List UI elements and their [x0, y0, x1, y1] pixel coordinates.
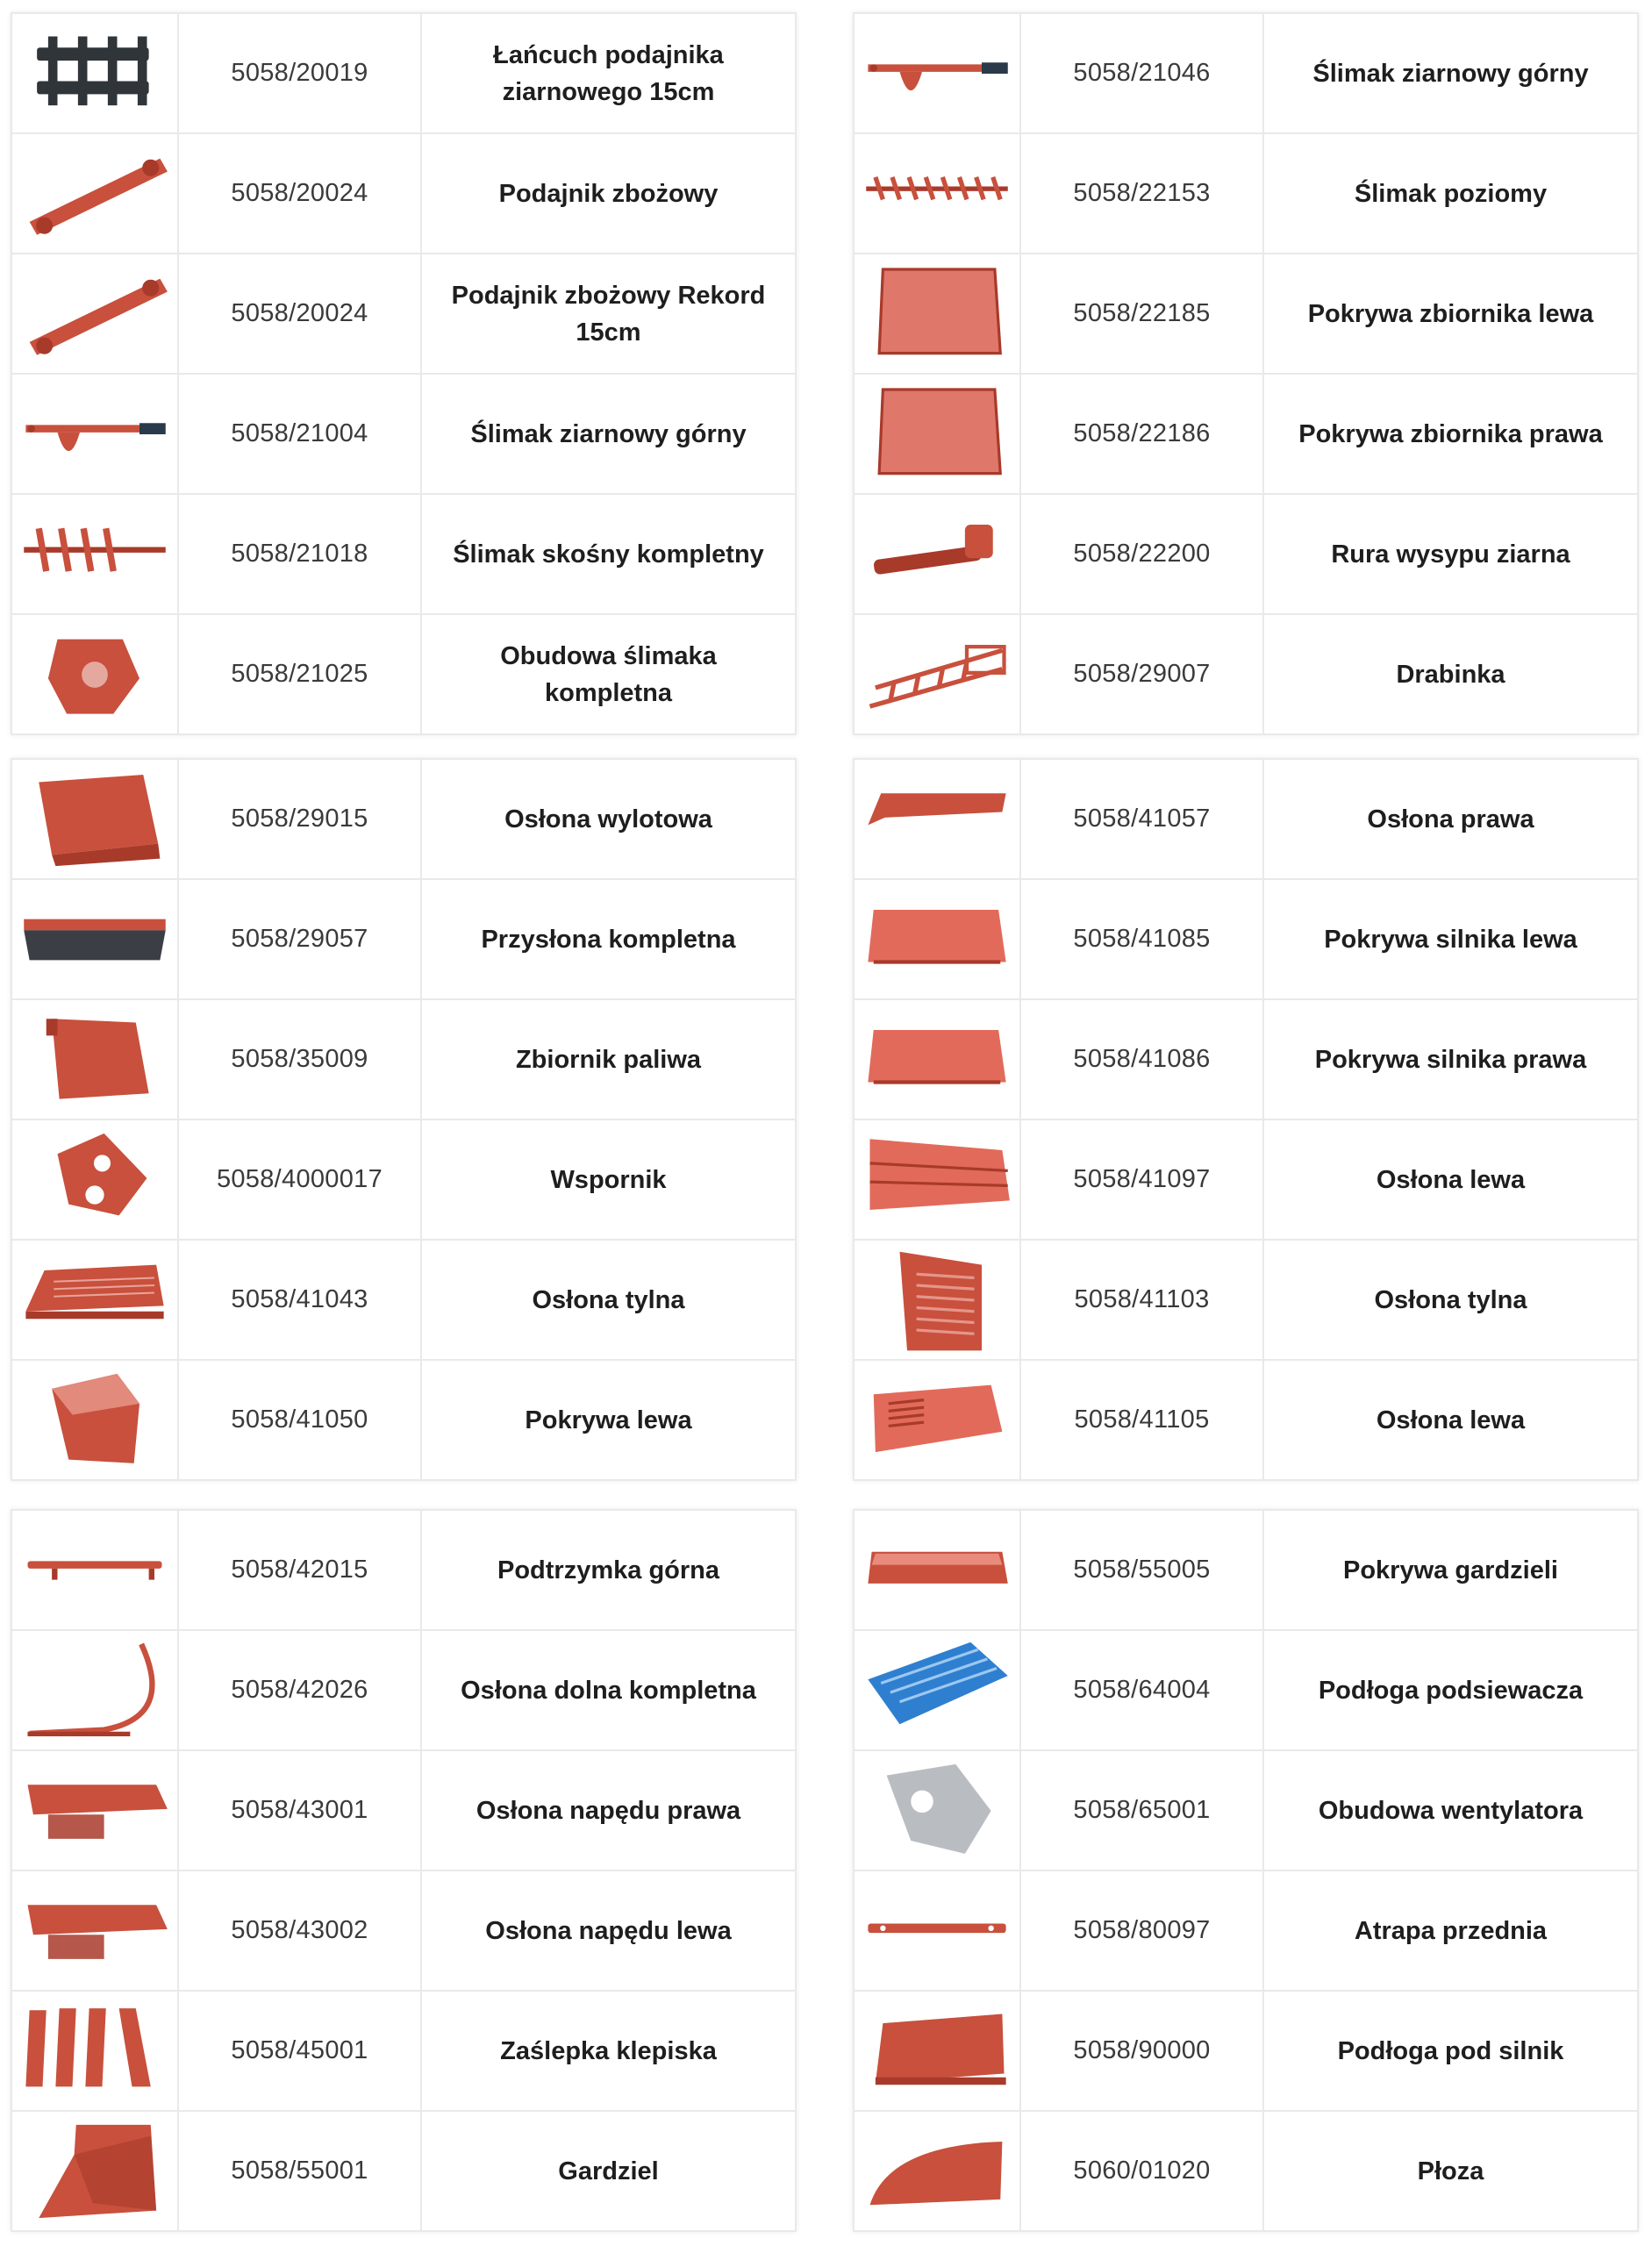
table-row	[854, 614, 1638, 734]
part-image-cell	[854, 759, 1020, 879]
inclined-auger-icon	[20, 500, 169, 609]
fan-housing-icon	[862, 1756, 1012, 1865]
grain-feeder-icon	[20, 260, 169, 368]
part-code: 5058/43002	[178, 1870, 421, 1991]
parts-table-body	[11, 1510, 796, 2231]
bracket-icon	[20, 1126, 169, 1234]
table-row	[854, 133, 1638, 254]
part-name: Obudowa ślimaka kompletna	[421, 614, 796, 734]
table-row	[11, 2111, 796, 2231]
part-code: 5058/41086	[1020, 999, 1263, 1119]
part-name: Pokrywa silnika prawa	[1263, 999, 1638, 1119]
feeder-chain-icon	[20, 19, 169, 128]
table-row	[11, 614, 796, 734]
table-row	[854, 13, 1638, 133]
part-code: 5058/20024	[178, 254, 421, 374]
part-name: Podajnik zbożowy Rekord 15cm	[421, 254, 796, 374]
parts-table	[11, 12, 797, 735]
part-image-cell	[11, 254, 178, 374]
table-row	[11, 1119, 796, 1240]
part-image-cell	[854, 374, 1020, 494]
part-name: Zaślepka klepiska	[421, 1991, 796, 2111]
part-image-cell	[854, 879, 1020, 999]
part-name: Płoza	[1263, 2111, 1638, 2231]
table-row	[11, 1750, 796, 1870]
table-row	[854, 1991, 1638, 2111]
part-image-cell	[11, 879, 178, 999]
part-name: Atrapa przednia	[1263, 1870, 1638, 1991]
part-image-cell	[11, 1991, 178, 2111]
part-image-cell	[11, 1750, 178, 1870]
part-name: Obudowa wentylatora	[1263, 1750, 1638, 1870]
part-code: 5060/01020	[1020, 2111, 1263, 2231]
part-image-cell	[11, 1630, 178, 1750]
part-image-cell	[854, 254, 1020, 374]
ladder-icon	[862, 620, 1012, 729]
part-name: Osłona tylna	[1263, 1240, 1638, 1360]
drive-guard-icon	[20, 1877, 169, 1985]
part-code: 5058/65001	[1020, 1750, 1263, 1870]
fuel-tank-icon	[20, 1005, 169, 1114]
sieve-floor-icon	[862, 1636, 1012, 1745]
part-image-cell	[11, 1510, 178, 1630]
part-code: 5058/41103	[1020, 1240, 1263, 1360]
part-name: Osłona lewa	[1263, 1360, 1638, 1480]
part-code: 5058/29015	[178, 759, 421, 879]
parts-table	[853, 758, 1639, 1481]
table-row	[854, 374, 1638, 494]
part-name: Podłoga podsiewacza	[1263, 1630, 1638, 1750]
side-panel-icon	[862, 765, 1012, 874]
concave-blanking-icon	[20, 1997, 169, 2106]
part-name: Zbiornik paliwa	[421, 999, 796, 1119]
part-name: Ślimak poziomy	[1263, 133, 1638, 254]
table-row	[854, 494, 1638, 614]
part-code: 5058/41050	[178, 1360, 421, 1480]
part-code: 5058/21004	[178, 374, 421, 494]
part-image-cell	[854, 1240, 1020, 1360]
part-name: Przysłona kompletna	[421, 879, 796, 999]
part-name: Osłona dolna kompletna	[421, 1630, 796, 1750]
part-name: Osłona napędu prawa	[421, 1750, 796, 1870]
part-code: 5058/45001	[178, 1991, 421, 2111]
part-image-cell	[854, 1750, 1020, 1870]
part-name: Osłona napędu lewa	[421, 1870, 796, 1991]
parts-table	[853, 12, 1639, 735]
part-image-cell	[11, 614, 178, 734]
part-name: Osłona lewa	[1263, 1119, 1638, 1240]
table-row	[854, 1119, 1638, 1240]
part-code: 5058/29057	[178, 879, 421, 999]
part-code: 5058/41043	[178, 1240, 421, 1360]
part-image-cell	[11, 759, 178, 879]
part-code: 5058/43001	[178, 1750, 421, 1870]
part-image-cell	[854, 1870, 1020, 1991]
table-row	[854, 1360, 1638, 1480]
table-row	[854, 1870, 1638, 1991]
part-image-cell	[854, 133, 1020, 254]
table-row	[11, 1991, 796, 2111]
part-code: 5058/35009	[178, 999, 421, 1119]
part-code: 5058/41057	[1020, 759, 1263, 879]
grain-feeder-icon	[20, 139, 169, 248]
engine-cover-icon	[862, 1005, 1012, 1114]
part-code: 5058/42026	[178, 1630, 421, 1750]
table-row	[854, 2111, 1638, 2231]
parts-table	[853, 1509, 1639, 2232]
part-code: 5058/4000017	[178, 1119, 421, 1240]
part-name: Ślimak ziarnowy górny	[421, 374, 796, 494]
part-code: 5058/29007	[1020, 614, 1263, 734]
part-image-cell	[854, 2111, 1020, 2231]
support-rail-icon	[20, 1516, 169, 1625]
skid-icon	[862, 2117, 1012, 2226]
part-code: 5058/90000	[1020, 1991, 1263, 2111]
part-name: Osłona wylotowa	[421, 759, 796, 879]
part-code: 5058/41097	[1020, 1119, 1263, 1240]
part-code: 5058/22186	[1020, 374, 1263, 494]
upper-auger-icon	[20, 380, 169, 489]
throat-icon	[20, 2117, 169, 2226]
part-image-cell	[11, 1119, 178, 1240]
table-row	[11, 1510, 796, 1630]
part-image-cell	[854, 1630, 1020, 1750]
part-name: Rura wysypu ziarna	[1263, 494, 1638, 614]
part-image-cell	[11, 133, 178, 254]
tank-cover-icon	[862, 260, 1012, 368]
upper-auger-icon	[862, 19, 1012, 128]
table-row	[11, 374, 796, 494]
table-row	[854, 1510, 1638, 1630]
part-code: 5058/22200	[1020, 494, 1263, 614]
table-row	[11, 879, 796, 999]
part-image-cell	[854, 1360, 1020, 1480]
part-name: Ślimak skośny kompletny	[421, 494, 796, 614]
table-row	[11, 1360, 796, 1480]
table-row	[11, 759, 796, 879]
table-row	[854, 1630, 1638, 1750]
part-name: Pokrywa zbiornika lewa	[1263, 254, 1638, 374]
part-image-cell	[854, 1991, 1020, 2111]
box-cover-icon	[20, 1366, 169, 1475]
part-name: Ślimak ziarnowy górny	[1263, 13, 1638, 133]
table-row	[854, 759, 1638, 879]
part-code: 5058/20024	[178, 133, 421, 254]
part-code: 5058/41085	[1020, 879, 1263, 999]
part-name: Wspornik	[421, 1119, 796, 1240]
part-image-cell	[854, 999, 1020, 1119]
part-name: Podajnik zbożowy	[421, 133, 796, 254]
table-row	[11, 13, 796, 133]
part-name: Podłoga pod silnik	[1263, 1991, 1638, 2111]
part-name: Pokrywa zbiornika prawa	[1263, 374, 1638, 494]
unloading-pipe-icon	[862, 500, 1012, 609]
part-name: Osłona tylna	[421, 1240, 796, 1360]
outlet-guard-icon	[20, 765, 169, 874]
part-image-cell	[854, 1510, 1020, 1630]
part-name: Osłona prawa	[1263, 759, 1638, 879]
front-grille-icon	[862, 1877, 1012, 1985]
ribbed-panel-icon	[862, 1126, 1012, 1234]
parts-table-body	[11, 759, 796, 1480]
part-name: Pokrywa lewa	[421, 1360, 796, 1480]
part-code: 5058/21018	[178, 494, 421, 614]
part-image-cell	[854, 1119, 1020, 1240]
part-image-cell	[854, 494, 1020, 614]
parts-table-body	[11, 13, 796, 734]
part-code: 5058/20019	[178, 13, 421, 133]
part-code: 5058/21025	[178, 614, 421, 734]
parts-table-body	[854, 13, 1638, 734]
table-row	[11, 133, 796, 254]
slotted-guard-icon	[20, 1246, 169, 1355]
part-image-cell	[854, 614, 1020, 734]
throat-cover-icon	[862, 1516, 1012, 1625]
part-name: Pokrywa silnika lewa	[1263, 879, 1638, 999]
parts-table	[11, 758, 797, 1481]
engine-floor-icon	[862, 1997, 1012, 2106]
table-row	[11, 494, 796, 614]
part-code: 5058/21046	[1020, 13, 1263, 133]
table-row	[854, 999, 1638, 1119]
part-code: 5058/42015	[178, 1510, 421, 1630]
part-code: 5058/41105	[1020, 1360, 1263, 1480]
table-row	[11, 1240, 796, 1360]
table-row	[11, 999, 796, 1119]
part-code: 5058/80097	[1020, 1870, 1263, 1991]
part-code: 5058/22153	[1020, 133, 1263, 254]
rear-grille-icon	[862, 1246, 1012, 1355]
table-row	[854, 254, 1638, 374]
part-name: Drabinka	[1263, 614, 1638, 734]
part-code: 5058/22185	[1020, 254, 1263, 374]
horizontal-auger-icon	[862, 139, 1012, 248]
parts-table-body	[854, 1510, 1638, 2231]
drive-guard-icon	[20, 1756, 169, 1865]
part-image-cell	[854, 13, 1020, 133]
part-image-cell	[11, 374, 178, 494]
shutter-icon	[20, 885, 169, 994]
table-row	[854, 879, 1638, 999]
table-row	[11, 1870, 796, 1991]
part-image-cell	[11, 1360, 178, 1480]
curved-guard-icon	[20, 1636, 169, 1745]
part-image-cell	[11, 13, 178, 133]
part-code: 5058/64004	[1020, 1630, 1263, 1750]
table-row	[854, 1240, 1638, 1360]
table-row	[11, 254, 796, 374]
part-name: Podtrzymka górna	[421, 1510, 796, 1630]
part-image-cell	[11, 999, 178, 1119]
part-name: Pokrywa gardzieli	[1263, 1510, 1638, 1630]
auger-housing-icon	[20, 620, 169, 729]
part-code: 5058/55001	[178, 2111, 421, 2231]
part-image-cell	[11, 1240, 178, 1360]
part-image-cell	[11, 494, 178, 614]
table-row	[11, 1630, 796, 1750]
vented-panel-icon	[862, 1366, 1012, 1475]
tank-cover-icon	[862, 380, 1012, 489]
part-image-cell	[11, 1870, 178, 1991]
part-image-cell	[11, 2111, 178, 2231]
parts-table-body	[854, 759, 1638, 1480]
engine-cover-icon	[862, 885, 1012, 994]
part-name: Gardziel	[421, 2111, 796, 2231]
part-name: Łańcuch podajnika ziarnowego 15cm	[421, 13, 796, 133]
table-row	[854, 1750, 1638, 1870]
parts-table	[11, 1509, 797, 2232]
part-code: 5058/55005	[1020, 1510, 1263, 1630]
